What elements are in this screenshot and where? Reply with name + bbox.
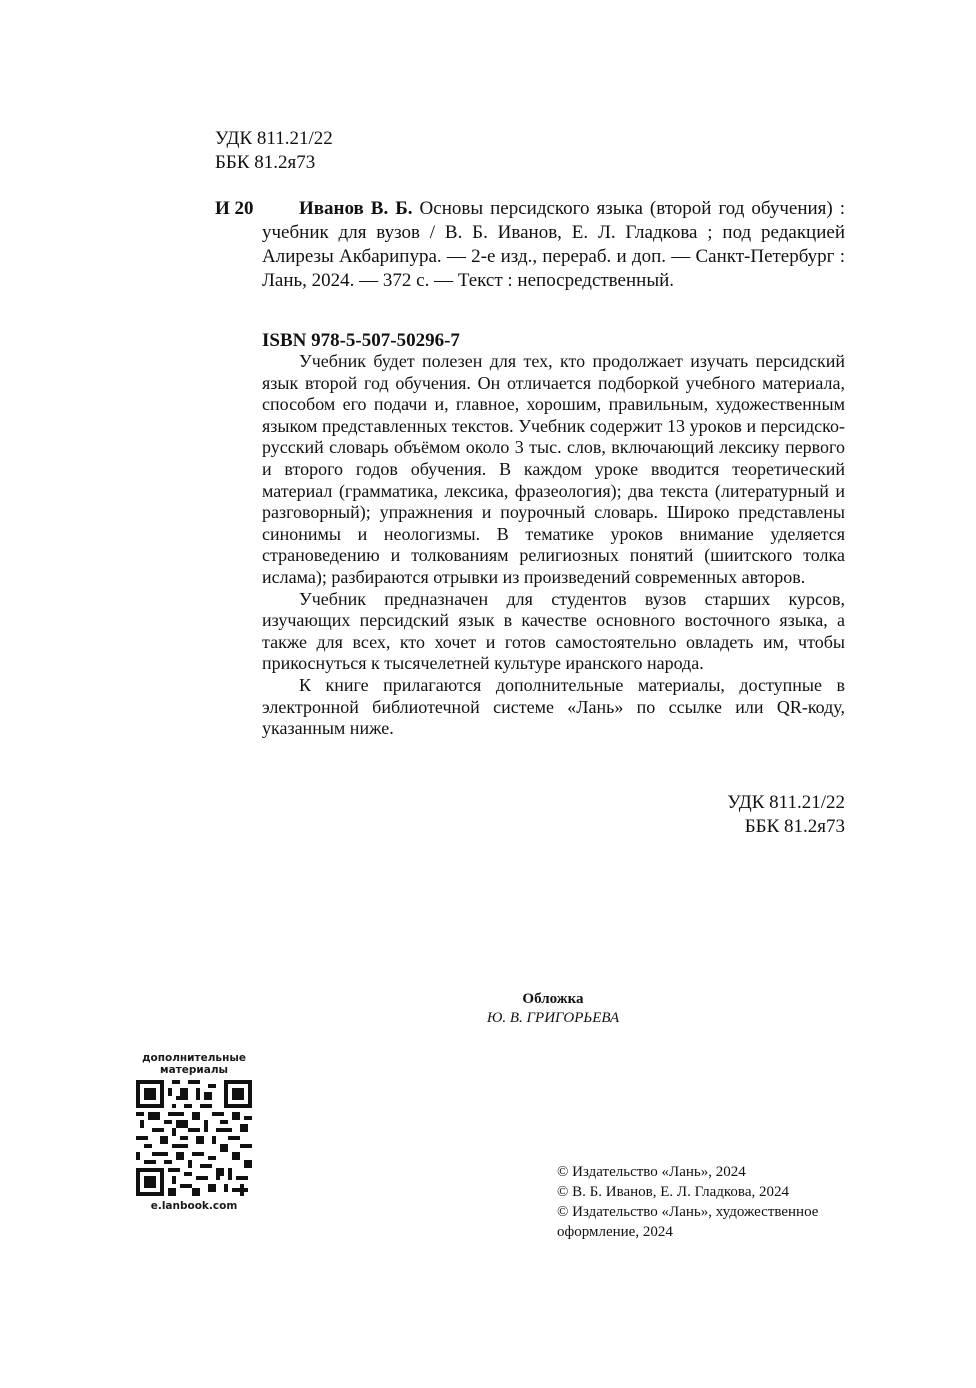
qr-caption: [128, 1052, 260, 1076]
qr-caption-line: дополнительные: [142, 1052, 246, 1064]
isbn: ISBN 978-5-507-50296-7: [262, 330, 460, 351]
bibliographic-record: [215, 197, 845, 293]
udk-code: УДК 811.21/22: [727, 792, 845, 813]
annotation: [262, 351, 845, 740]
annotation-paragraph: Учебник будет полезен для тех, кто продолжает изучать персидский язык второй год обучения. Он отличается подборкой учебного материала, способом его подачи и, главное, хорошим, правильным, художественным языком представленных текстов. Учебник содержит 13 уроков и персидско-русский словарь объёмом около 3 тыс. слов, включающий лексику первого и второго годов обучения. В каждом уроке вводится теоретический материал (грамматика, лексика, фразеология); два текста (литературный и разговорный); упражнения и поурочный словарь. Широко представлены синонимы и неологизмы. В тематике уроков внимание уделяется страноведению и толкованиям религиозных понятий (шиитского толка ислама); разбираются отрывки из произведений современных авторов.: [262, 351, 845, 587]
author-name: Иванов В. Б.: [299, 198, 413, 219]
qr-block: [128, 1052, 260, 1212]
copyright-line: © Издательство «Лань», художественное оформление, 2024: [557, 1204, 819, 1240]
cover-credit: [440, 990, 666, 1028]
annotation-paragraph: К книге прилагаются дополнительные материалы, доступные в электронной библиотечной системе «Лань» по ссылке или QR-коду, указанным ниже.: [262, 674, 845, 739]
copyright-block: [557, 1162, 857, 1242]
annotation-paragraph: Учебник предназначен для студентов вузов старших курсов, изучающих персидский язык в качестве основного восточного языка, а также для всех, кто хочет и готов самостоятельно овладеть им, чтобы прикоснуться к тысячелетней культуре иранского народа.: [262, 588, 845, 674]
cover-designer: Ю. В. ГРИГОРЬЕВА: [486, 1010, 620, 1026]
classification-top: [215, 127, 333, 175]
bbk-code: ББК 81.2я73: [215, 152, 316, 173]
author-index: И 20: [215, 198, 254, 219]
qr-caption-line: материалы: [159, 1064, 229, 1076]
bibliographic-description: [262, 197, 845, 293]
cover-label: Обложка: [522, 991, 584, 1007]
qr-url[interactable]: e.lanbook.com: [150, 1200, 238, 1212]
qr-code-icon[interactable]: [136, 1080, 252, 1196]
classification-bottom: [727, 791, 845, 839]
copyright-line: © В. Б. Иванов, Е. Л. Гладкова, 2024: [557, 1184, 789, 1200]
bbk-code: ББК 81.2я73: [744, 816, 845, 837]
record-description: Основы персидского языка (второй год обучения) : учебник для вузов / В. Б. Иванов, Е. Л. Гладкова ; под редакцией Алирезы Акбарипура. — 2-е изд., перераб. и доп. — Санкт-Петербург : Лань, 2024. — 372 с. — Текст : непосредственный.: [262, 198, 846, 291]
copyright-line: © Издательство «Лань», 2024: [557, 1164, 746, 1180]
udk-code: УДК 811.21/22: [215, 128, 333, 149]
